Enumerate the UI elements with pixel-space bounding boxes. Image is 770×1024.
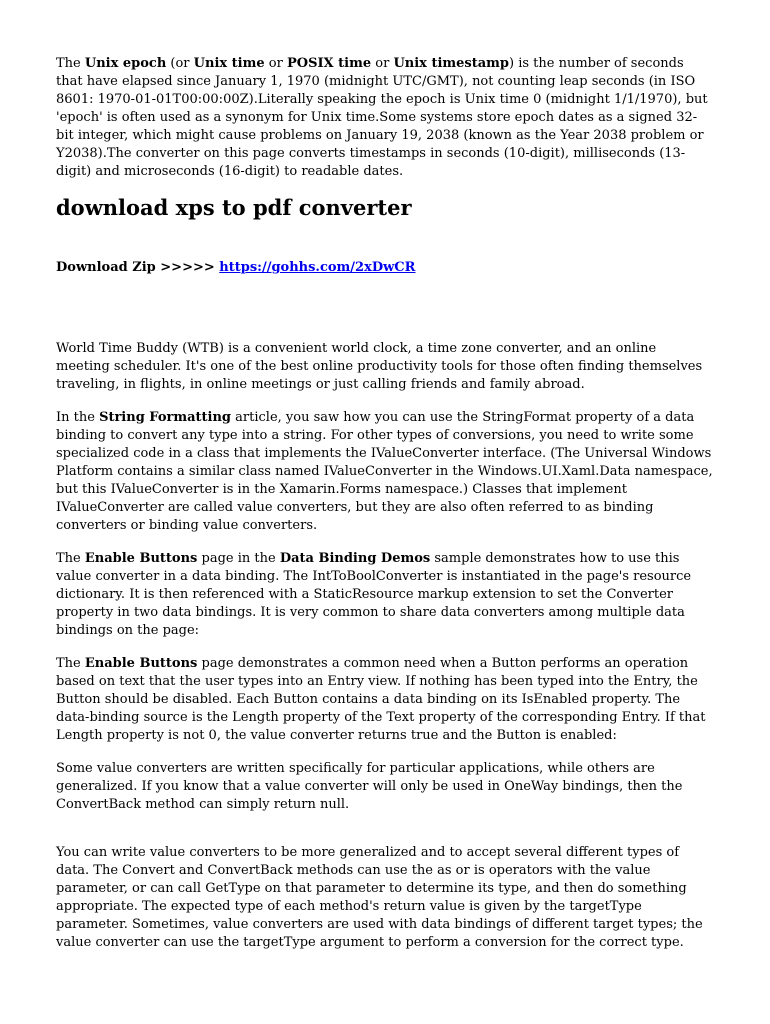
- paragraph-enable-buttons-need: [56, 655, 714, 745]
- spacer: [56, 277, 714, 340]
- bold-term: Data Binding Demos: [279, 551, 431, 566]
- paragraph-wtb: World Time Buddy (WTB) is a convenient world clock, a time zone converter, and an online meeting scheduler. It's one of the best online productivity tools for those often finding themselves traveling, in flights, in online meetings or just calling friends and family abroad.: [56, 341, 703, 392]
- text-span: or: [264, 56, 287, 71]
- bold-term: Enable Buttons: [84, 656, 198, 671]
- text-span: ) is the number of seconds that have elapsed since January 1, 1970 (midnight UTC/GMT), not counting leap seconds (in ISO 8601: 1970-01-01T00:00:00Z).Literally speaking the epoch is Unix time 0 (midnight 1/1/1970), but 'epoch' is often used as a synonym for Unix time.Some systems store epoch dates as a signed 32-bit integer, which might cause problems on January 19, 2038 (known as the Year 2038 problem or Y2038).The converter on this page converts timestamps in seconds (10-digit), milliseconds (13-digit) and microseconds (16-digit) to readable dates.: [56, 56, 708, 179]
- text-span: page demonstrates a common need when a Button performs an operation based on text that the user types into an Entry view. If nothing has been typed into the Entry, the Button should be disabled. Each Button contains a data binding on its IsEnabled property. The data-binding source is the Length property of the Text property of the corresponding Entry. If that Length property is not 0, the value converter returns true and the Button is enabled:: [56, 656, 706, 743]
- bold-term: Unix time: [193, 56, 265, 71]
- bold-term: Unix epoch: [84, 56, 167, 71]
- text-span: In the: [56, 410, 100, 425]
- spacer: [56, 829, 714, 844]
- bold-term: String Formatting: [99, 410, 232, 425]
- text-span: (or: [166, 56, 194, 71]
- text-span: article, you saw how you can use the StringFormat property of a data binding to convert any type into a string. For other types of conversions, you need to write some specialized code in a class that implements the IValueConverter interface. (The Universal Windows Platform contains a similar class named IValueConverter in the Windows.UI.Xaml.Data namespace, but this IValueConverter is in the Xamarin.Forms namespace.) Classes that implement IValueConverter are called value converters, but they are also often referred to as binding converters or binding value converters.: [56, 410, 713, 533]
- text-span: The: [56, 656, 85, 671]
- text-span: The: [56, 56, 85, 71]
- paragraph-string-formatting: [56, 409, 714, 535]
- paragraph-specific-converters: Some value converters are written specifically for particular applications, while others are generalized. If you know that a value converter will only be used in OneWay bindings, then the ConvertBack method can simply return null.: [56, 761, 683, 812]
- text-span: sample demonstrates how to use this value converter in a data binding. The IntToBoolConverter is instantiated in the page's resource dictionary. It is then referenced with a StaticResource markup extension to set the Converter property in two data bindings. It is very common to share data converters among multiple data bindings on the page:: [56, 551, 692, 638]
- paragraph-enable-buttons-demo: [56, 550, 714, 640]
- download-link[interactable]: https://gohhs.com/2xDwCR: [219, 260, 416, 275]
- paragraph-generalized-converters: You can write value converters to be more generalized and to accept several different types of data. The Convert and ConvertBack methods can use the as or is operators with the value parameter, or can call GetType on that parameter to determine its type, and then do something appropriate. The expected type of each method's return value is given by the targetType parameter. Sometimes, value converters are used with data bindings of different target types; the value converter can use the targetType argument to perform a conversion for the correct type.: [56, 845, 703, 950]
- download-line: [56, 259, 714, 277]
- intro-paragraph: [56, 55, 714, 181]
- text-span: The: [56, 551, 85, 566]
- text-span: or: [371, 56, 394, 71]
- bold-term: Unix timestamp: [393, 56, 510, 71]
- bold-term: POSIX time: [286, 56, 372, 71]
- bold-term: Enable Buttons: [84, 551, 198, 566]
- download-label: Download Zip >>>>>: [56, 260, 220, 275]
- page-title: download xps to pdf converter: [56, 195, 412, 220]
- text-span: page in the: [197, 551, 280, 566]
